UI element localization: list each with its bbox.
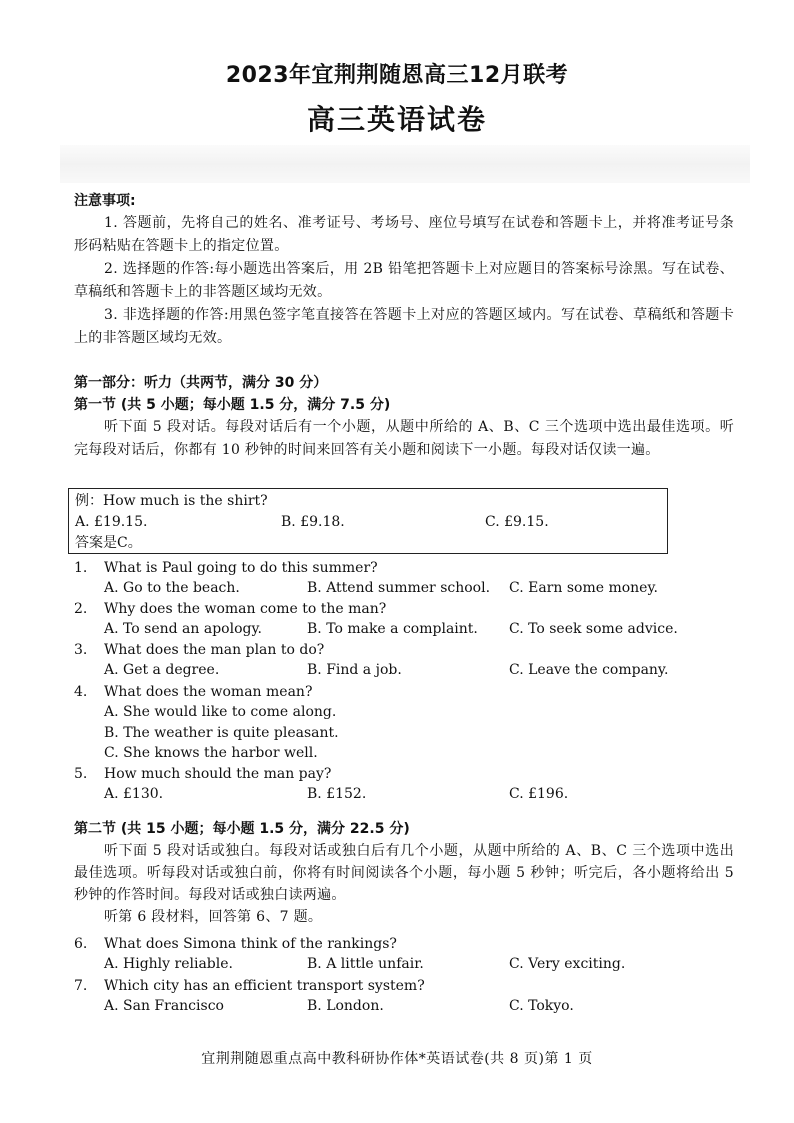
part1-block bbox=[74, 372, 734, 462]
option-b: B. A little unfair. bbox=[307, 956, 424, 972]
section2-instructions: 听下面 5 段对话或独白。每段对话或独白后有几个小题，从题中所给的 A、B、C 三个选项中选出最佳选项。听每段对话或独白前，你将有时间阅读各个小题，每小题 5 秒钟；听完后，各小题将给出 5 秒钟的作答时间。每段对话或独白读两遍。 bbox=[74, 843, 734, 903]
question-3 bbox=[74, 640, 734, 681]
question-6 bbox=[74, 934, 734, 975]
example-question: 例：How much is the shirt? bbox=[75, 493, 268, 509]
question-stem: Which city has an efficient transport system? bbox=[104, 978, 425, 994]
question-number: 1. bbox=[74, 560, 88, 576]
question-number: 6. bbox=[74, 936, 88, 952]
option-a: A. To send an apology. bbox=[104, 621, 262, 637]
question-number: 2. bbox=[74, 601, 88, 617]
question-stem: What does the man plan to do? bbox=[104, 642, 325, 658]
section1-title: 第一节 (共 5 小题；每小题 1.5 分，满分 7.5 分) bbox=[74, 397, 391, 413]
question-number: 4. bbox=[74, 684, 88, 700]
question-stem: What is Paul going to do this summer? bbox=[104, 560, 378, 576]
exam-subtitle: 高三英语试卷 bbox=[306, 103, 487, 136]
option-a: A. She would like to come along. bbox=[104, 704, 337, 720]
option-a: A. Go to the beach. bbox=[104, 580, 240, 596]
section2-block bbox=[74, 818, 734, 928]
option-c: C. Leave the company. bbox=[509, 662, 669, 678]
example-option-b: B. £9.18. bbox=[281, 514, 345, 530]
example-option-a: A. £19.15. bbox=[75, 514, 148, 530]
part1-title: 第一部分：听力（共两节，满分 30 分） bbox=[74, 375, 328, 391]
question-2 bbox=[74, 599, 734, 640]
option-a: A. Get a degree. bbox=[104, 662, 220, 678]
section2-title: 第二节 (共 15 小题；每小题 1.5 分，满分 22.5 分) bbox=[74, 821, 410, 837]
page-footer: 宜荆荆随恩重点高中教科研协作体*英语试卷(共 8 页)第 1 页 bbox=[201, 1051, 593, 1067]
question-number: 5. bbox=[74, 766, 88, 782]
question-number: 7. bbox=[74, 978, 88, 994]
notice-item-3: 3. 非选择题的作答:用黑色签字笔直接答在答题卡上对应的答题区域内。写在试卷、草稿纸和答题卡上的非答题区域均无效。 bbox=[74, 307, 734, 346]
option-a: A. £130. bbox=[104, 786, 164, 802]
option-c: C. Tokyo. bbox=[509, 998, 574, 1014]
question-stem: Why does the woman come to the man? bbox=[104, 601, 387, 617]
question-stem: What does Simona think of the rankings? bbox=[104, 936, 397, 952]
notice-block bbox=[74, 190, 734, 350]
option-c: C. £196. bbox=[509, 786, 569, 802]
question-stem: What does the woman mean? bbox=[104, 684, 313, 700]
question-5 bbox=[74, 764, 734, 805]
example-options bbox=[75, 512, 661, 533]
example-option-c: C. £9.15. bbox=[485, 514, 549, 530]
option-a: A. San Francisco bbox=[104, 998, 224, 1014]
notice-item-2: 2. 选择题的作答:每小题选出答案后，用 2B 铅笔把答题卡上对应题目的答案标号涂黑。写在试卷、草稿纸和答题卡上的非答题区域均无效。 bbox=[74, 261, 734, 300]
option-b: B. The weather is quite pleasant. bbox=[104, 725, 339, 741]
option-c: C. Very exciting. bbox=[509, 956, 626, 972]
scan-artifact-band bbox=[60, 145, 750, 183]
question-4 bbox=[74, 682, 734, 763]
option-b: B. London. bbox=[307, 998, 384, 1014]
section1-instructions: 听下面 5 段对话。每段对话后有一个小题，从题中所给的 A、B、C 三个选项中选出最佳选项。听完每段对话后，你都有 10 秒钟的时间来回答有关小题和阅读下一小题。每段对话仅读一遍。 bbox=[74, 419, 734, 458]
option-a: A. Highly reliable. bbox=[104, 956, 233, 972]
option-b: B. Find a job. bbox=[307, 662, 402, 678]
option-c: C. Earn some money. bbox=[509, 580, 658, 596]
example-answer: 答案是C。 bbox=[75, 535, 142, 551]
example-box bbox=[68, 488, 668, 554]
option-b: B. Attend summer school. bbox=[307, 580, 491, 596]
option-b: B. £152. bbox=[307, 786, 367, 802]
option-c: C. To seek some advice. bbox=[509, 621, 678, 637]
exam-title: 2023年宜荆荆随恩高三12月联考 bbox=[225, 63, 569, 88]
option-c: C. She knows the harbor well. bbox=[104, 745, 318, 761]
question-1 bbox=[74, 558, 734, 599]
question-stem: How much should the man pay? bbox=[104, 766, 332, 782]
option-b: B. To make a complaint. bbox=[307, 621, 478, 637]
notice-heading: 注意事项: bbox=[74, 193, 136, 209]
question-7 bbox=[74, 976, 734, 1017]
question-number: 3. bbox=[74, 642, 88, 658]
material-note: 听第 6 段材料，回答第 6、7 题。 bbox=[104, 909, 323, 925]
notice-item-1: 1. 答题前，先将自己的姓名、准考证号、考场号、座位号填写在试卷和答题卡上，并将准考证号条形码粘贴在答题卡上的指定位置。 bbox=[74, 215, 734, 254]
